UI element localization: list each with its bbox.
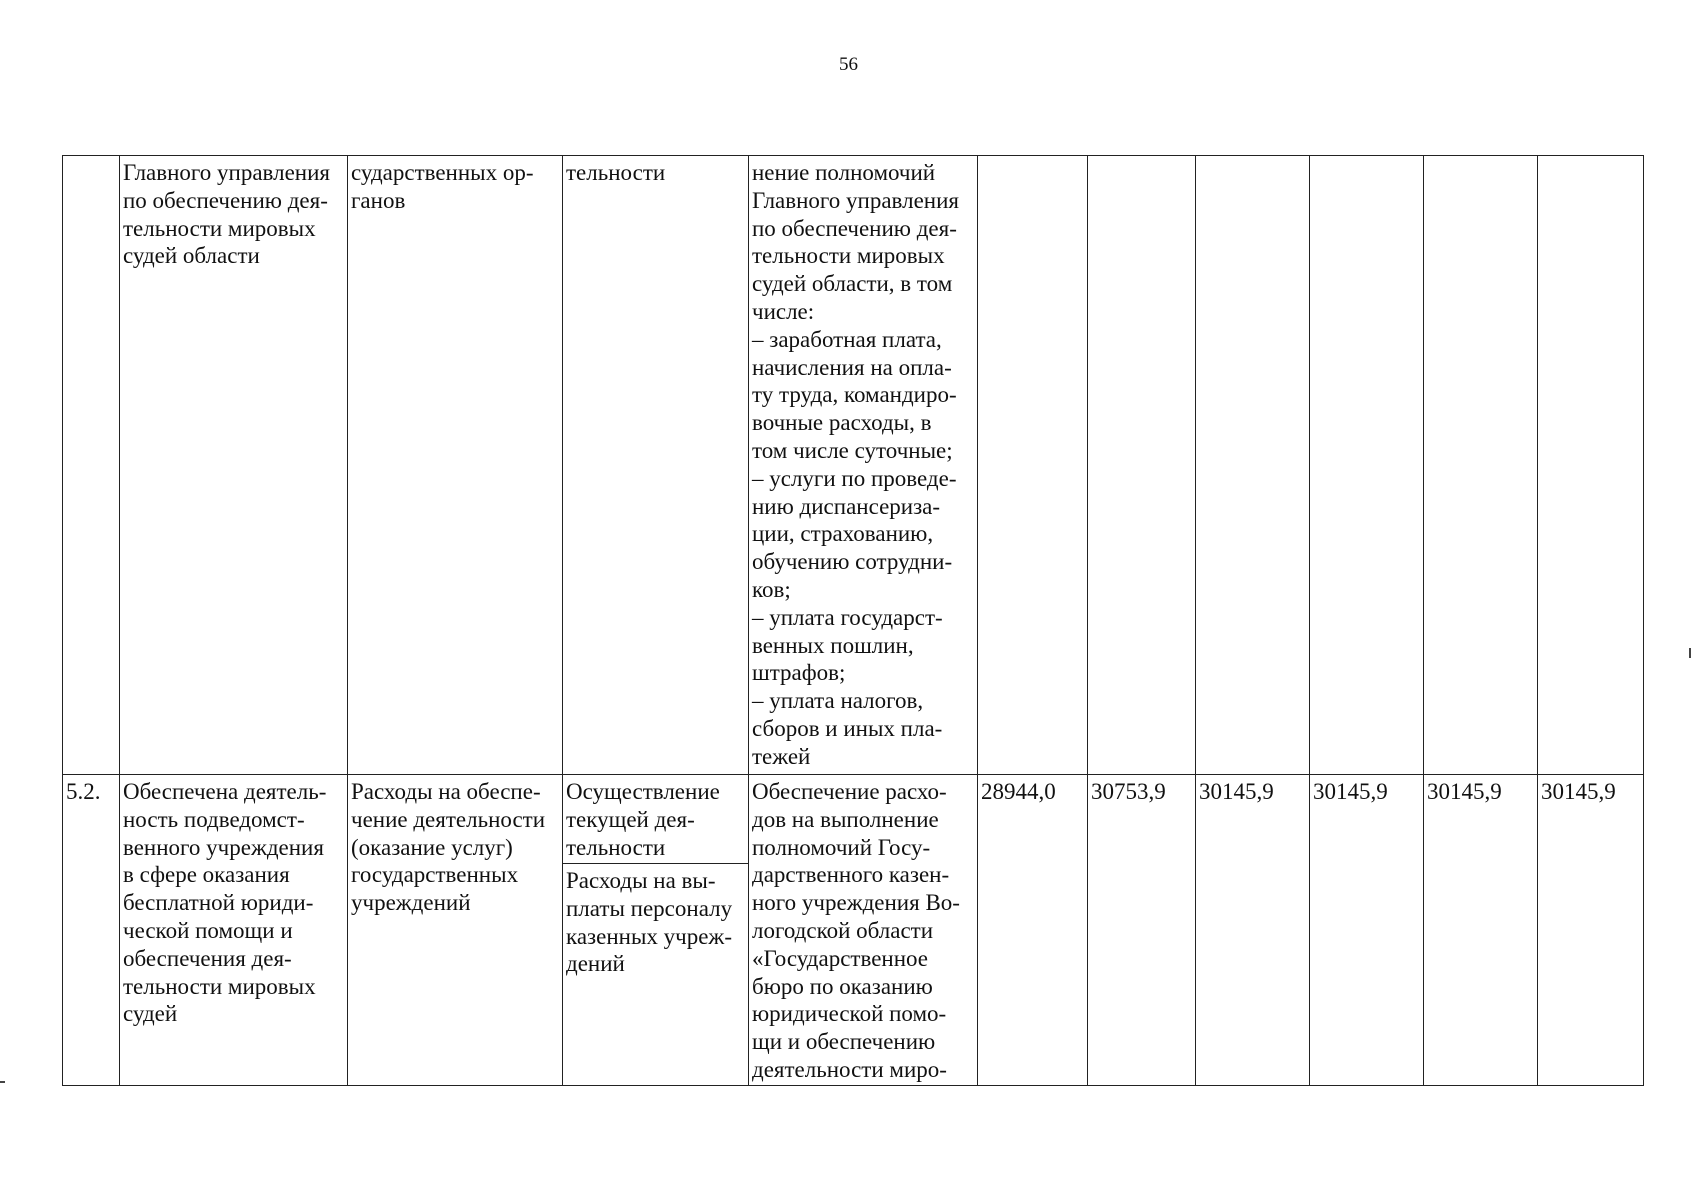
cell-number (63, 156, 120, 775)
cell-value-4 (1310, 156, 1424, 775)
cell-value-2 (1088, 156, 1196, 775)
page-number: 56 (839, 54, 858, 75)
cell-value-3 (1196, 156, 1310, 775)
cell-direction-b: Расходы на вы- платы персоналу казенных учреж- дений (563, 864, 749, 1086)
cell-value-3: 30145,9 (1196, 775, 1310, 1086)
cell-number: 5.2. (63, 775, 120, 1086)
cell-value-2: 30753,9 (1088, 775, 1196, 1086)
cell-value-6 (1538, 156, 1644, 775)
cell-value-1 (978, 156, 1088, 775)
table-row-5-2 (63, 775, 1644, 864)
table-row-continuation (63, 156, 1644, 775)
cell-expense-type: сударственных ор- ганов (348, 156, 563, 775)
cell-result: Обеспечена деятель- ность подведомст- венного учреждения в сфере оказания бесплатной юриди- ческой помощи и обеспечения дея- тельности мировых судей (120, 775, 348, 1086)
cell-value-6: 30145,9 (1538, 775, 1644, 1086)
cell-direction: тельности (563, 156, 749, 775)
cell-value-5 (1424, 156, 1538, 775)
scan-margin-mark (0, 1081, 5, 1083)
cell-expense-type: Расходы на обеспе- чение деятельности (оказание услуг) государственных учреждений (348, 775, 563, 1086)
cell-result: Главного управления по обеспечению дея- тельности мировых судей области (120, 156, 348, 775)
cell-description: Обеспечение расхо- дов на выполнение полномочий Госу- дарственного казен- ного учреждения Во- логодской области «Государственное бюро по оказанию юридической помо- щи и обеспечению деятельности миро- (749, 775, 978, 1086)
cell-description: нение полномочий Главного управления по обеспечению дея- тельности мировых судей области, в том числе: – заработная плата, начисления на опла- ту труда, командиро- вочные расходы, в том числе суточные; – услуги по проведе- нию диспансериза- ции, страхованию, обучению сотрудни- ков; – уплата государст- венных пошлин, штрафов; – уплата налогов, сборов и иных пла- тежей (749, 156, 978, 775)
cell-value-1: 28944,0 (978, 775, 1088, 1086)
cell-value-5: 30145,9 (1424, 775, 1538, 1086)
cell-value-4: 30145,9 (1310, 775, 1424, 1086)
cell-direction-a: Осуществление текущей дея- тельности (563, 775, 749, 864)
budget-table (62, 155, 1644, 1086)
scan-margin-mark (1689, 648, 1691, 658)
